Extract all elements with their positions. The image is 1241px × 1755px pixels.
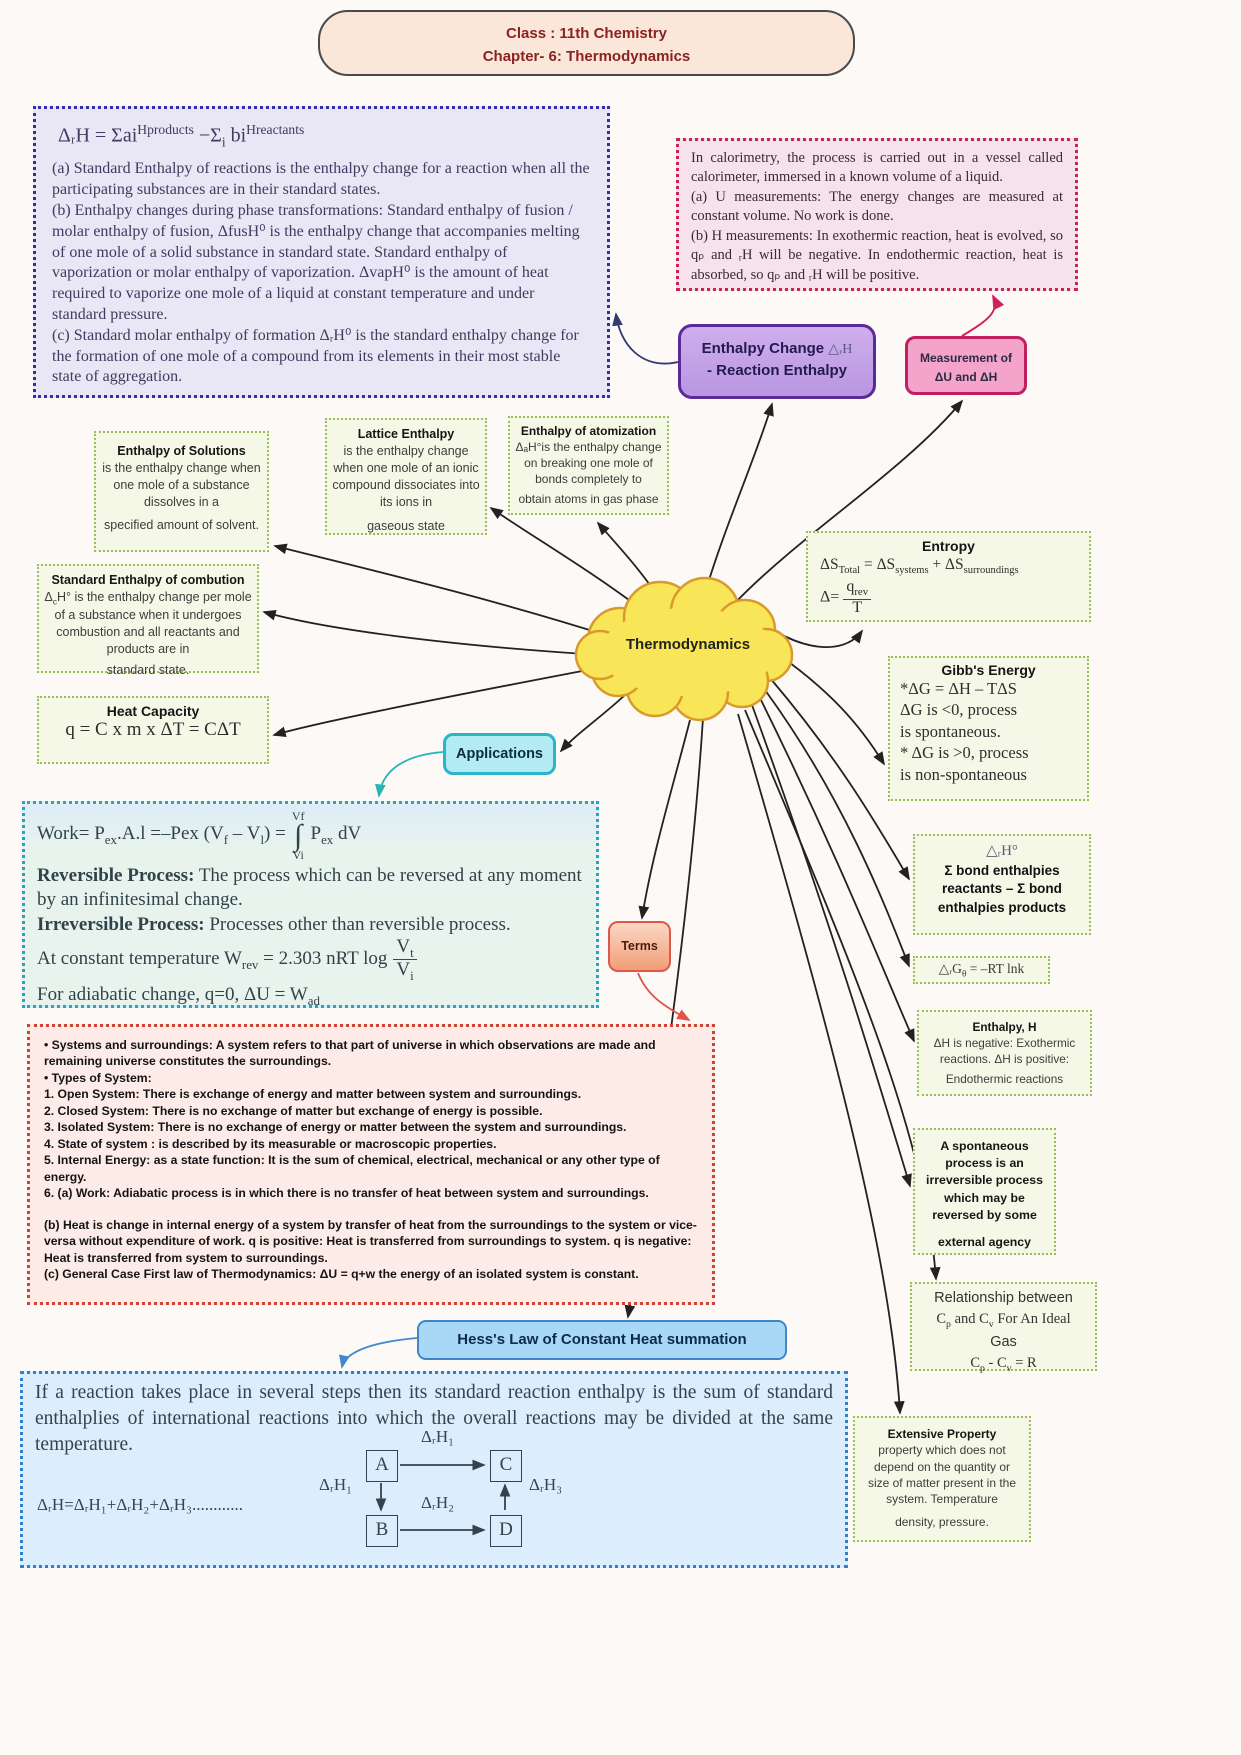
sys-line-6: 5. Internal Energy: as a state function: It is the sum of chemical, electrical, mechanical or any other type of energy.	[44, 1153, 660, 1184]
gibbs-line4: * ΔG is >0, process	[900, 743, 1029, 763]
solutions-title: Enthalpy of Solutions	[117, 444, 246, 458]
solutions-body: is the enthalpy change when one mole of a substance dissolves in a	[102, 461, 261, 509]
sys-line-3: 2. Closed System: There is no exchange of matter but exchange of energy is possible.	[44, 1103, 543, 1118]
wrev-line: At constant temperature $W_{rev} = 2.303$ nRT log $\frac{V_t}{V_i}$	[37, 937, 584, 983]
hess-diagram-arrows	[23, 1374, 851, 1571]
spontaneous-process-box	[913, 1128, 1056, 1255]
lattice-title: Lattice Enthalpy	[357, 427, 455, 441]
sys-line-7: 6. (a) Work: Adiabatic process is in which there is no transfer of heat between system and surroundings.	[44, 1186, 649, 1201]
qrev-over-T-fraction: $\frac{q_{rev}}{T}$	[843, 579, 871, 616]
extensive-body2: density, pressure.	[895, 1514, 989, 1529]
sys-line-0: • Systems and surroundings: A system refers to that part of universe in which observations are made and remaining universe constitutes the surroundings.	[44, 1038, 656, 1069]
combustion-title: Standard Enthalpy of combution	[51, 573, 245, 587]
hess-law-node: Hess's Law of Constant Heat summation	[417, 1320, 787, 1360]
title-line1: Class : 11th Chemistry	[506, 25, 667, 42]
terms-node: Terms	[608, 921, 671, 972]
heat-capacity-formula: q = C x m x ΔT = CΔT	[65, 719, 241, 740]
gibbs-rt-lnk-box: △ᵣG$_\theta$ = –RT lnk	[913, 956, 1050, 984]
hess-paragraph: If a reaction takes place in several steps then its standard reaction enthalpy is the sum of standard enthalplies of international reactions into which the overall reactions may be divided at the same temperature.	[35, 1382, 833, 1456]
calorimetry-item-b: (b) H measurements: In exothermic reaction, heat is evolved, so qₚ and ᵣH will be negative. In endothermic reaction, heat is absorbed, so qₚ and ᵣH will be positive.	[691, 227, 1063, 283]
enthalpy-h-title: Enthalpy, H	[972, 1020, 1037, 1034]
sys-line-5: 4. State of system : is described by its measurable or macroscopic properties.	[44, 1136, 497, 1151]
central-topic-label: Thermodynamics	[625, 636, 751, 653]
enthalpy-of-solutions-box	[94, 431, 269, 552]
bond-box-line2: reactants – Σ bond	[942, 881, 1062, 897]
lattice-enthalpy-box	[325, 418, 487, 535]
relationship-line2: $C_p$ and $C_v$ For An Ideal	[936, 1311, 1071, 1330]
enthalpy-of-atomization-box	[508, 416, 669, 515]
heat-capacity-title: Heat Capacity	[106, 703, 200, 719]
gibbs-line2: ΔG is <0, process	[900, 700, 1018, 720]
combustion-body: $\Delta_cH^\circ$ is the enthalpy change per mole of a substance when it undergoes combustion and all reactants and products are in	[44, 589, 252, 656]
calorimetry-intro: In calorimetry, the process is carried out in a vessel called calorimeter, immersed in a known volume of a liquid.	[691, 150, 1063, 186]
hess-node-A: A	[366, 1450, 398, 1482]
lattice-body2: gaseous state	[367, 519, 445, 533]
relationship-formula: $C_p - C_v = R$	[970, 1355, 1037, 1375]
gibbs-title: Gibb's Energy	[941, 662, 1036, 678]
hess-node-B: B	[366, 1515, 398, 1547]
enthalpy-h-body2: Endothermic reactions	[945, 1072, 1064, 1087]
heat-capacity-box	[37, 696, 269, 764]
integral-sign: Vf ∫ Vi	[291, 808, 305, 862]
bond-box-line3: enthalpies products	[937, 899, 1067, 915]
gibbs-energy-box	[888, 656, 1089, 801]
systems-surroundings-box	[27, 1024, 715, 1305]
relationship-line3: Gas	[990, 1334, 1017, 1351]
work-formula: Work= $P_{ex}.A.l =-Pex$ $(V_f - V_l)$ = Vf ∫ Vi $P_{ex}$ dV	[37, 808, 362, 862]
vt-over-vi-fraction: $\frac{V_t}{V_i}$	[393, 937, 416, 983]
enthalpy-h-body1: ΔH is negative: Exothermic reactions. ΔH is positive:	[933, 1036, 1076, 1067]
title-line2: Chapter- 6: Thermodynamics	[482, 47, 691, 65]
reaction-enthalpy-formula: ΔᵣH = $\Sigma ai^{Hproducts} -\Sigma_i$ $bi^{Hreactants}$	[58, 122, 305, 150]
para-b: (b) Enthalpy changes during phase transformations: Standard enthalpy of fusion / molar enthalpy of fusion, ΔfusH⁰ is the enthalpy change that accompanies melting of one mole of a solid substance in standard state. Standard enthalpy of vaporization or molar enthalpy of vaporization. ΔvapH⁰ is the amount of heat required to vaporize one mole of a liquid at constant temperature and under standard pressure.	[52, 201, 580, 323]
gibbs-line3: is spontaneous.	[900, 721, 1001, 741]
hess-node-C: C	[490, 1450, 522, 1482]
entropy-formula2: Δ= $\frac{q_{rev}}{T}$	[820, 579, 1077, 616]
hess-label-bottom: ΔᵣH₂	[421, 1493, 455, 1512]
measurement-line1: Measurement of	[919, 351, 1013, 365]
bond-box-title: △ᵣH°	[986, 843, 1018, 859]
spontaneous-body2: external agency	[938, 1235, 1031, 1250]
sys-line-9: (c) General Case First law of Thermodynamics: ΔU = q+w the energy of an isolated system is constant.	[44, 1267, 639, 1282]
work-processes-box	[22, 801, 599, 1008]
measurement-line2: ΔU and ΔH	[934, 369, 998, 384]
applications-node: Applications	[443, 733, 556, 775]
enthalpy-change-title: Enthalpy Change △ᵣH	[701, 340, 853, 357]
combustion-enthalpy-box	[37, 564, 259, 678]
lattice-body: is the enthalpy change when one mole of an ionic compound dissociates into its ions in	[332, 444, 480, 509]
delta-rH-symbol: △ᵣH	[828, 342, 853, 357]
gibbs-line1: *ΔG = ΔH – TΔS	[900, 679, 1017, 698]
gibbs-line5: is non-spontaneous	[900, 764, 1027, 784]
bond-enthalpies-box	[913, 834, 1091, 935]
hess-label-right: ΔᵣH₃	[529, 1475, 563, 1494]
entropy-box	[806, 531, 1091, 622]
hess-node-D: D	[490, 1515, 522, 1547]
para-c: (c) Standard molar enthalpy of formation ΔᵣH⁰ is the standard enthalpy change for the formation of one mole of a compound from its elements in their most stable state of aggregation.	[52, 326, 579, 386]
bond-box-line1: Σ bond enthalpies	[944, 862, 1060, 878]
reversible-process-line: Reversible Process: The process which can be reversed at any moment by an infinitesimal change.	[37, 865, 582, 911]
cp-cv-relationship-box	[910, 1282, 1097, 1375]
sys-line-2: 1. Open System: There is exchange of energy and matter between system and surroundings.	[44, 1087, 582, 1102]
measurement-node	[905, 336, 1027, 395]
atomization-body: ΔₐH°is the enthalpy change on breaking one mole of bonds completely to	[515, 440, 662, 487]
extensive-property-box	[853, 1416, 1031, 1542]
adiabatic-line: For adiabatic change, q=0, $\Delta U = W_{ad}$	[37, 983, 320, 1008]
hess-label-left: ΔᵣH₁	[319, 1475, 353, 1494]
atomization-body2: obtain atoms in gas phase	[518, 492, 659, 507]
combustion-body2: standard state.	[106, 663, 190, 678]
irreversible-process-line: Irreversible Process: Processes other than reversible process.	[37, 913, 511, 935]
atomization-title: Enthalpy of atomization	[520, 424, 657, 438]
spontaneous-body1: A spontaneous process is an irreversible process which may be reversed by some	[926, 1139, 1043, 1222]
entropy-title: Entropy	[922, 538, 975, 554]
page-title	[318, 10, 855, 76]
extensive-body1: property which does not depend on the quantity or size of matter present in the system. Temperature	[867, 1443, 1017, 1507]
sys-line-8: (b) Heat is change in internal energy of a system by transfer of heat from the surroundings to the system or vice- versa without expenditure of work. q is positive: Heat is transferred from surroundings to system. q is negative: Heat is transferred from system to surroundings.	[44, 1217, 697, 1265]
solutions-body2: specified amount of solvent.	[104, 518, 259, 532]
para-a: (a) Standard Enthalpy of reactions is the enthalpy change for a reaction when all the participating substances are in their standard states.	[52, 160, 590, 199]
extensive-title: Extensive Property	[887, 1427, 997, 1441]
calorimetry-item-a: (a) U measurements: The energy changes are measured at constant volume. No work is done.	[691, 188, 1063, 225]
hess-law-detail-box	[20, 1371, 848, 1568]
hess-label-top: ΔᵣH₁	[421, 1427, 455, 1446]
enthalpy-change-node	[678, 324, 876, 399]
relationship-line1: Relationship between	[934, 1290, 1073, 1306]
entropy-formula1: $\Delta S_{Total} = \Delta S_{systems} + \Delta S_{surroundings}$	[820, 556, 1019, 577]
sys-line-1: • Types of System:	[44, 1070, 152, 1085]
enthalpy-change-subtitle: - Reaction Enthalpy	[706, 362, 848, 380]
enthalpy-h-box	[917, 1010, 1092, 1096]
hess-sum-formula: ΔᵣH=ΔᵣH₁+ΔᵣH₂+ΔᵣH₃............	[37, 1495, 243, 1514]
sys-line-4: 3. Isolated System: There is no exchange of energy or matter between the system and surroundings.	[44, 1120, 627, 1135]
